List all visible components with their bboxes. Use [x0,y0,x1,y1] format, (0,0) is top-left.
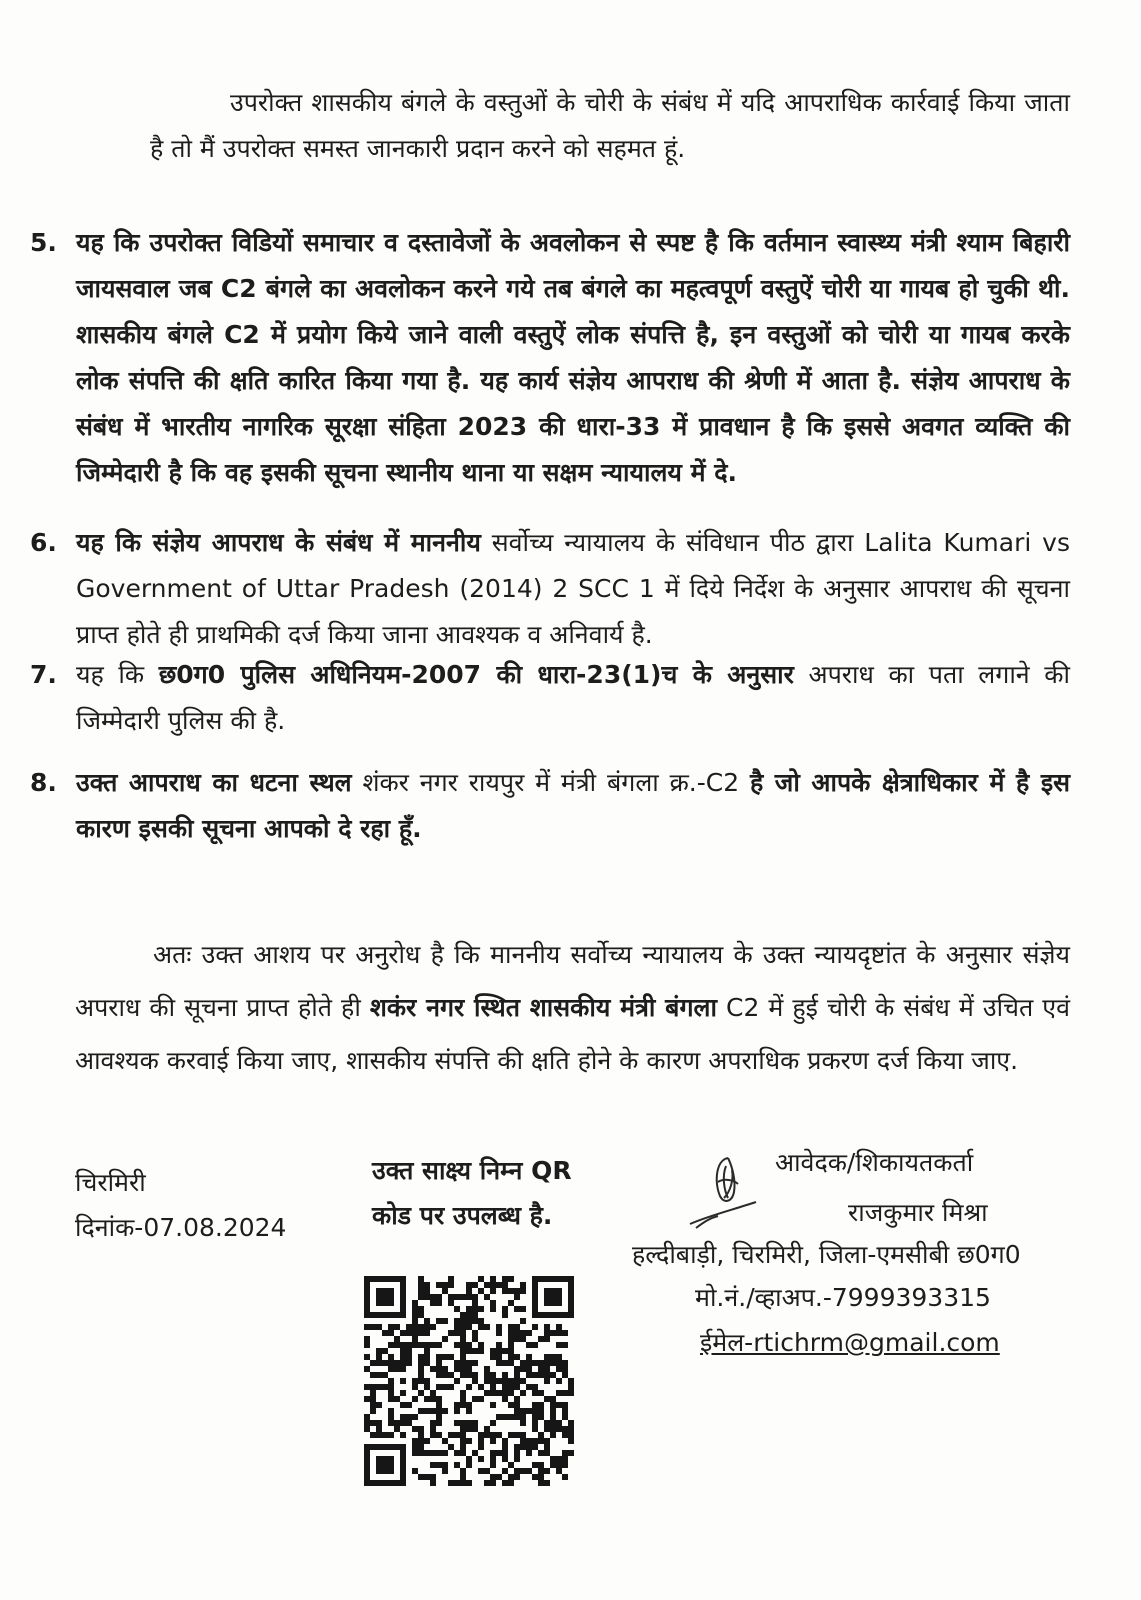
prayer-bold: शकंर नगर स्थित शासकीय मंत्री बंगला [369,993,717,1022]
item-number: 7. [30,660,57,689]
item-number: 6. [30,528,57,557]
item-text-wrap [76,652,1070,744]
item-text-bold: है जो आपके क्षेत्राधिकार में है इस कारण इसकी सूचना आपको दे रहा हूँ. [76,768,1071,843]
item-text-wrap [76,760,1070,852]
intro-paragraph: उपरोक्त शासकीय बंगले के वस्तुओं के चोरी के संबंध में यदि आपराधिक कार्रवाई किया जाता है तो मैं उपरोक्त समस्त जानकारी प्रदान करने को सहमत हूं. [150,88,1070,163]
qr-note [372,1148,572,1238]
applicant-mobile: मो.नं./व्हाअप.-7999393315 [695,1283,991,1312]
item-lead-bold: यह कि संज्ञेय आपराध के संबंध में माननीय [76,528,481,557]
item-text: सर्वोच्य न्यायालय के संविधान पीठ द्वारा Lalita Kumari vs Government of Uttar Pradesh (2014) 2 SCC 1 में दिये निर्देश के अनुसार आपराध की सूचना प्राप्त होते ही प्राथमिकी दर्ज किया जाना आवश्यक व अनिवार्य है. [76,528,1071,649]
place: चिरमिरी [75,1168,146,1197]
date: दिनांक-07.08.2024 [75,1213,287,1242]
prayer-post: C2 में हुई चोरी के संबंध में उचित एवं आवश्यक करवाई किया जाए, शासकीय संपत्ति की क्षति होने के कारण अपराधिक प्रकरण दर्ज किया जाए. [75,993,1070,1075]
item-lead-bold: छ0ग0 पुलिस अधिनियम-2007 की धारा-23(1)च के अनुसार [158,660,794,689]
signature [688,1152,758,1236]
item-number: 5. [30,228,57,257]
item-text: यह कि उपरोक्त विडियों समाचार व दस्तावेजों के अवलोकन से स्पष्ट है कि वर्तमान स्वास्थ्य मंत्री श्याम बिहारी जायसवाल जब C2 बंगले का अवलोकन करने गये तब बंगले का महत्वपूर्ण वस्तुऐं चोरी या गायब हो चुकी थी. शासकीय बंगले C2 में प्रयोग किये जाने वाली वस्तुऐं लोक संपत्ति है, इन वस्तुओं को चोरी या गायब करके लोक संपत्ति की क्षति कारित किया गया है. यह कार्य संज्ञेय आपराध की श्रेणी में आता है. संज्ञेय आपराध के संबंध में भारतीय नागरिक सूरक्षा संहिता 2023 की धारा-33 में प्रावधान है कि इससे अवगत व्यक्ति की जिम्मेदारी है कि वह इसकी सूचना स्थानीय थाना या सक्षम न्यायालय में दे. [76,228,1070,487]
applicant-email[interactable]: ईमेल-rtichrm@gmail.com [700,1328,1000,1357]
applicant-title: आवेदक/शिकायतकर्ता [775,1148,974,1177]
qr-code[interactable] [358,1270,580,1492]
place-date-block [75,1160,286,1250]
item-number: 8. [30,768,57,797]
item-text: अपराध का पता लगाने की जिम्मेदारी पुलिस की है. [76,660,1070,735]
prayer-pre: अतः उक्त आशय पर अनुरोध है कि माननीय सर्वोच्य न्यायालय के उक्त न्यायदृष्टांत के अनुसार संज्ञेय अपराध की सूचना प्राप्त होते ही [75,940,1070,1022]
applicant-name: राजकुमार मिश्रा [848,1198,988,1227]
item-text-wrap [76,520,1070,658]
item-mid: शंकर नगर रायपुर में मंत्री बंगला क्र.-C2 [362,768,740,797]
item-pre: यह कि [76,660,145,689]
item-pre-bold: उक्त आपराध का धटना स्थल [76,768,352,797]
qr-note-line-2: कोड पर उपलब्ध है. [372,1201,553,1230]
applicant-address: हल्दीबाड़ी, चिरमिरी, जिला-एमसीबी छ0ग0 [632,1240,1021,1269]
qr-note-line-1: उक्त साक्ष्य निम्न QR [372,1156,572,1185]
prayer-paragraph [75,928,1070,1087]
